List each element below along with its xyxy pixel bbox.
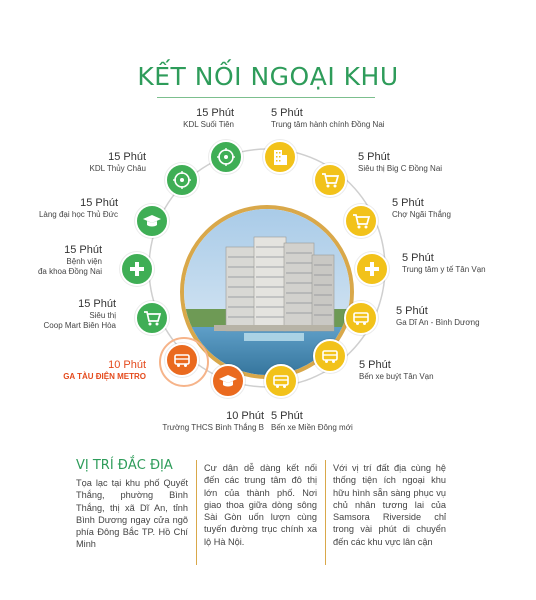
train-icon — [165, 343, 199, 377]
destination-label: 5 Phút Bến xe buýt Tân Vạn — [359, 359, 434, 381]
page-title: KẾT NỐI NGOẠI KHU — [137, 62, 399, 91]
destination-label: 5 Phút Chợ Ngãi Thắng — [392, 197, 451, 219]
medical-cross-icon — [355, 252, 389, 286]
location-paragraph: Tọa lạc tại khu phố Quyết Thắng, phường Bình Thắng, thị xã Dĩ An, tỉnh Bình Dương ngay cửa ngõ phía Đông Bắc TP. Hồ Chí Minh — [76, 478, 188, 550]
destination-label: 15 Phút Siêu thị Coop Mart Biên Hòa — [43, 298, 116, 330]
destination-label: 15 Phút Bệnh viện đa khoa Đồng Nai — [37, 244, 102, 276]
destination-label: 15 Phút KDL Suối Tiên — [183, 107, 234, 129]
destination-label: 5 Phút Siêu thị Big C Đồng Nai — [358, 151, 443, 173]
shopping-cart-icon — [313, 163, 347, 197]
column-divider — [325, 460, 326, 565]
column-divider — [196, 460, 197, 565]
section-heading: VỊ TRÍ ĐẮC ĐỊA — [76, 458, 173, 473]
building-icon — [263, 140, 297, 174]
bus-icon — [264, 364, 298, 398]
connectivity-paragraph: Cư dân dễ dàng kết nối đến các trung tâm đô thị lớn của thành phố. Nơi giao thoa giữa dòng sông Sài Gòn uốn lượn cùng tuyến đường trục chính xa lộ Hà Nội. — [204, 463, 317, 547]
graduation-cap-icon — [211, 364, 245, 398]
destination-label: 5 Phút Trung tâm hành chính Đồng Nai — [271, 107, 385, 129]
destination-label: 5 Phút Bến xe Miền Đông mới — [271, 410, 353, 432]
medical-cross-icon — [120, 252, 154, 286]
destination-label: 5 Phút Ga Dĩ An - Bình Dương — [396, 305, 480, 327]
destination-label: 15 Phút Làng đại học Thủ Đức — [38, 197, 118, 219]
graduation-cap-icon — [135, 204, 169, 238]
destination-label: 15 Phút KDL Thủy Châu — [89, 151, 146, 173]
globe-icon — [165, 163, 199, 197]
bus-icon — [344, 301, 378, 335]
globe-icon — [209, 140, 243, 174]
shopping-cart-icon — [135, 301, 169, 335]
destination-label: 5 Phút Trung tâm y tế Tân Vạn — [402, 252, 486, 274]
destination-label-metro: 10 Phút GA TÀU ĐIỆN METRO — [63, 359, 146, 381]
amenities-paragraph: Với vị trí đất địa cùng hệ thống tiện ích ngoại khu hữu hình sẵn sàng phục vụ chủ nhân tương lai của Samsora Riverside chỉ trong vài phút di chuyển đến các khu vực lân cận — [333, 463, 446, 547]
destination-label: 10 Phút Trường THCS Bình Thắng B — [162, 410, 264, 432]
shopping-cart-icon — [344, 204, 378, 238]
bus-icon — [313, 339, 347, 373]
